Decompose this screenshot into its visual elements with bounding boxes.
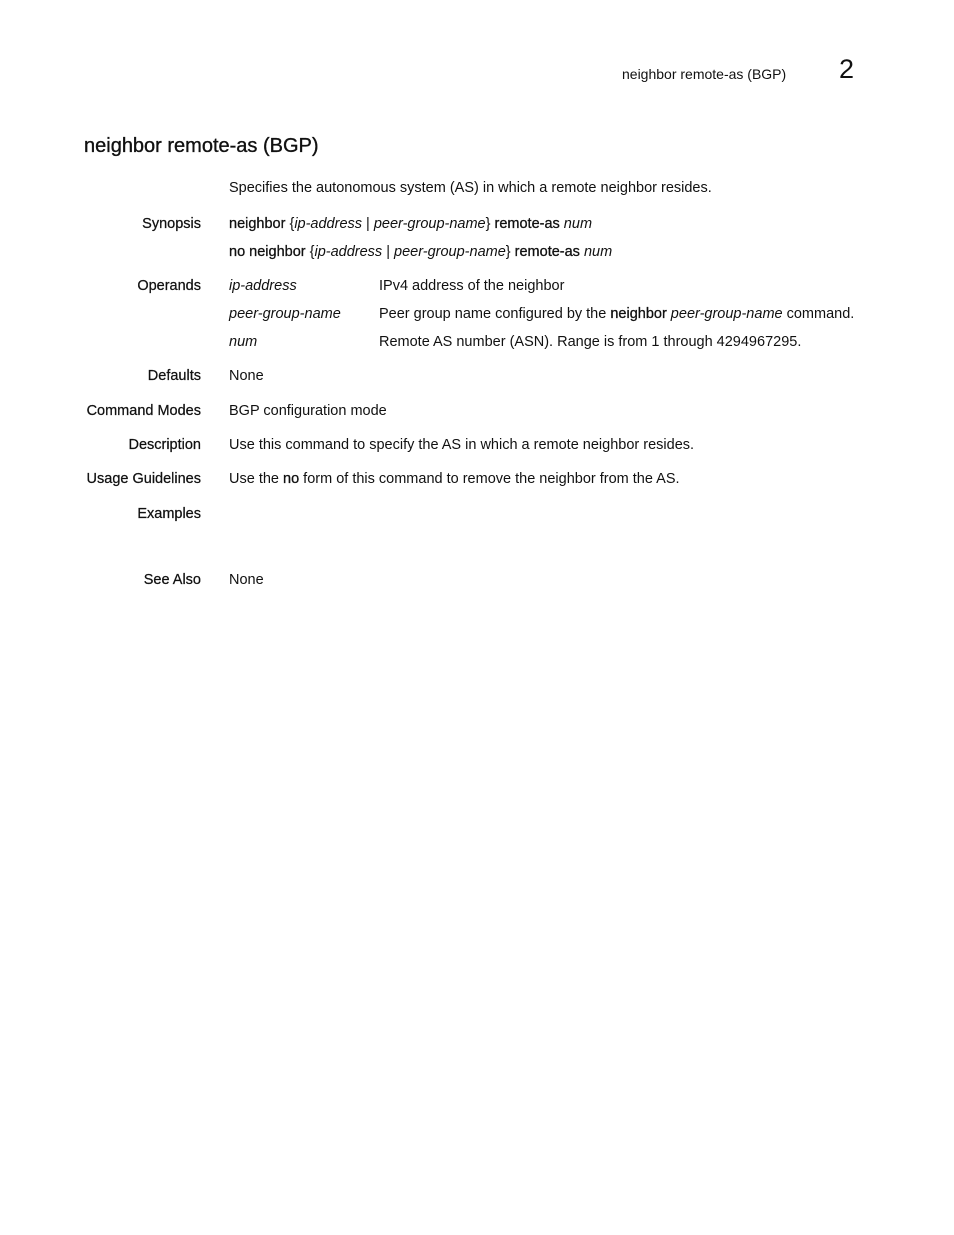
synopsis-brace-close: } bbox=[485, 216, 495, 232]
operand-description: Remote AS number (ASN). Range is from 1 through 4294967295. bbox=[379, 334, 802, 350]
synopsis-keyword: remote-as bbox=[514, 244, 580, 260]
usage-keyword: no bbox=[283, 471, 300, 487]
synopsis-variable: peer-group-name bbox=[394, 244, 506, 260]
synopsis-brace-close: } bbox=[505, 244, 515, 260]
running-header: neighbor remote-as (BGP) bbox=[622, 66, 787, 82]
see-also-label: See Also bbox=[143, 572, 201, 588]
synopsis-pipe: | bbox=[382, 244, 394, 260]
description-value: Use this command to specify the AS in which a remote neighbor resides. bbox=[229, 437, 695, 453]
synopsis-brace-open: { bbox=[305, 244, 315, 260]
synopsis-keyword: neighbor bbox=[229, 216, 286, 232]
synopsis-keyword: remote-as bbox=[494, 216, 560, 232]
usage-guidelines-value bbox=[229, 471, 680, 488]
chapter-number: 2 bbox=[839, 54, 855, 84]
see-also-value: None bbox=[229, 572, 264, 588]
operands-label: Operands bbox=[137, 278, 201, 294]
defaults-value: None bbox=[229, 368, 264, 384]
synopsis-line-1 bbox=[229, 216, 592, 233]
description-label: Description bbox=[128, 437, 201, 453]
operand-description-variable: peer-group-name bbox=[666, 306, 783, 322]
page-title: neighbor remote-as (BGP) bbox=[84, 135, 319, 157]
operand-name: ip-address bbox=[229, 278, 297, 294]
examples-label: Examples bbox=[137, 506, 201, 522]
usage-text: form of this command to remove the neighbor from the AS. bbox=[299, 471, 680, 487]
command-modes-value: BGP configuration mode bbox=[229, 403, 387, 419]
synopsis-variable: num bbox=[579, 244, 613, 260]
defaults-label: Defaults bbox=[147, 368, 201, 384]
synopsis-variable: ip-address bbox=[294, 216, 363, 232]
synopsis-label: Synopsis bbox=[142, 216, 201, 232]
synopsis-variable: ip-address bbox=[314, 244, 383, 260]
operand-description-text: command. bbox=[782, 306, 855, 322]
operand-description-keyword: neighbor bbox=[610, 306, 667, 322]
command-modes-label: Command Modes bbox=[86, 403, 201, 419]
operand-name: num bbox=[229, 334, 258, 350]
operand-description bbox=[379, 306, 854, 323]
synopsis-variable: peer-group-name bbox=[373, 216, 486, 232]
operand-description: IPv4 address of the neighbor bbox=[379, 278, 565, 294]
synopsis-keyword: no neighbor bbox=[229, 244, 306, 260]
usage-guidelines-label: Usage Guidelines bbox=[86, 471, 201, 487]
operand-description-text: Peer group name configured by the bbox=[379, 306, 611, 322]
command-summary: Specifies the autonomous system (AS) in which a remote neighbor resides. bbox=[229, 180, 712, 196]
usage-text: Use the bbox=[229, 471, 283, 487]
operand-name: peer-group-name bbox=[229, 306, 341, 322]
synopsis-variable: num bbox=[559, 216, 593, 232]
synopsis-line-2 bbox=[229, 244, 612, 261]
synopsis-brace-open: { bbox=[285, 216, 295, 232]
synopsis-pipe: | bbox=[362, 216, 374, 232]
